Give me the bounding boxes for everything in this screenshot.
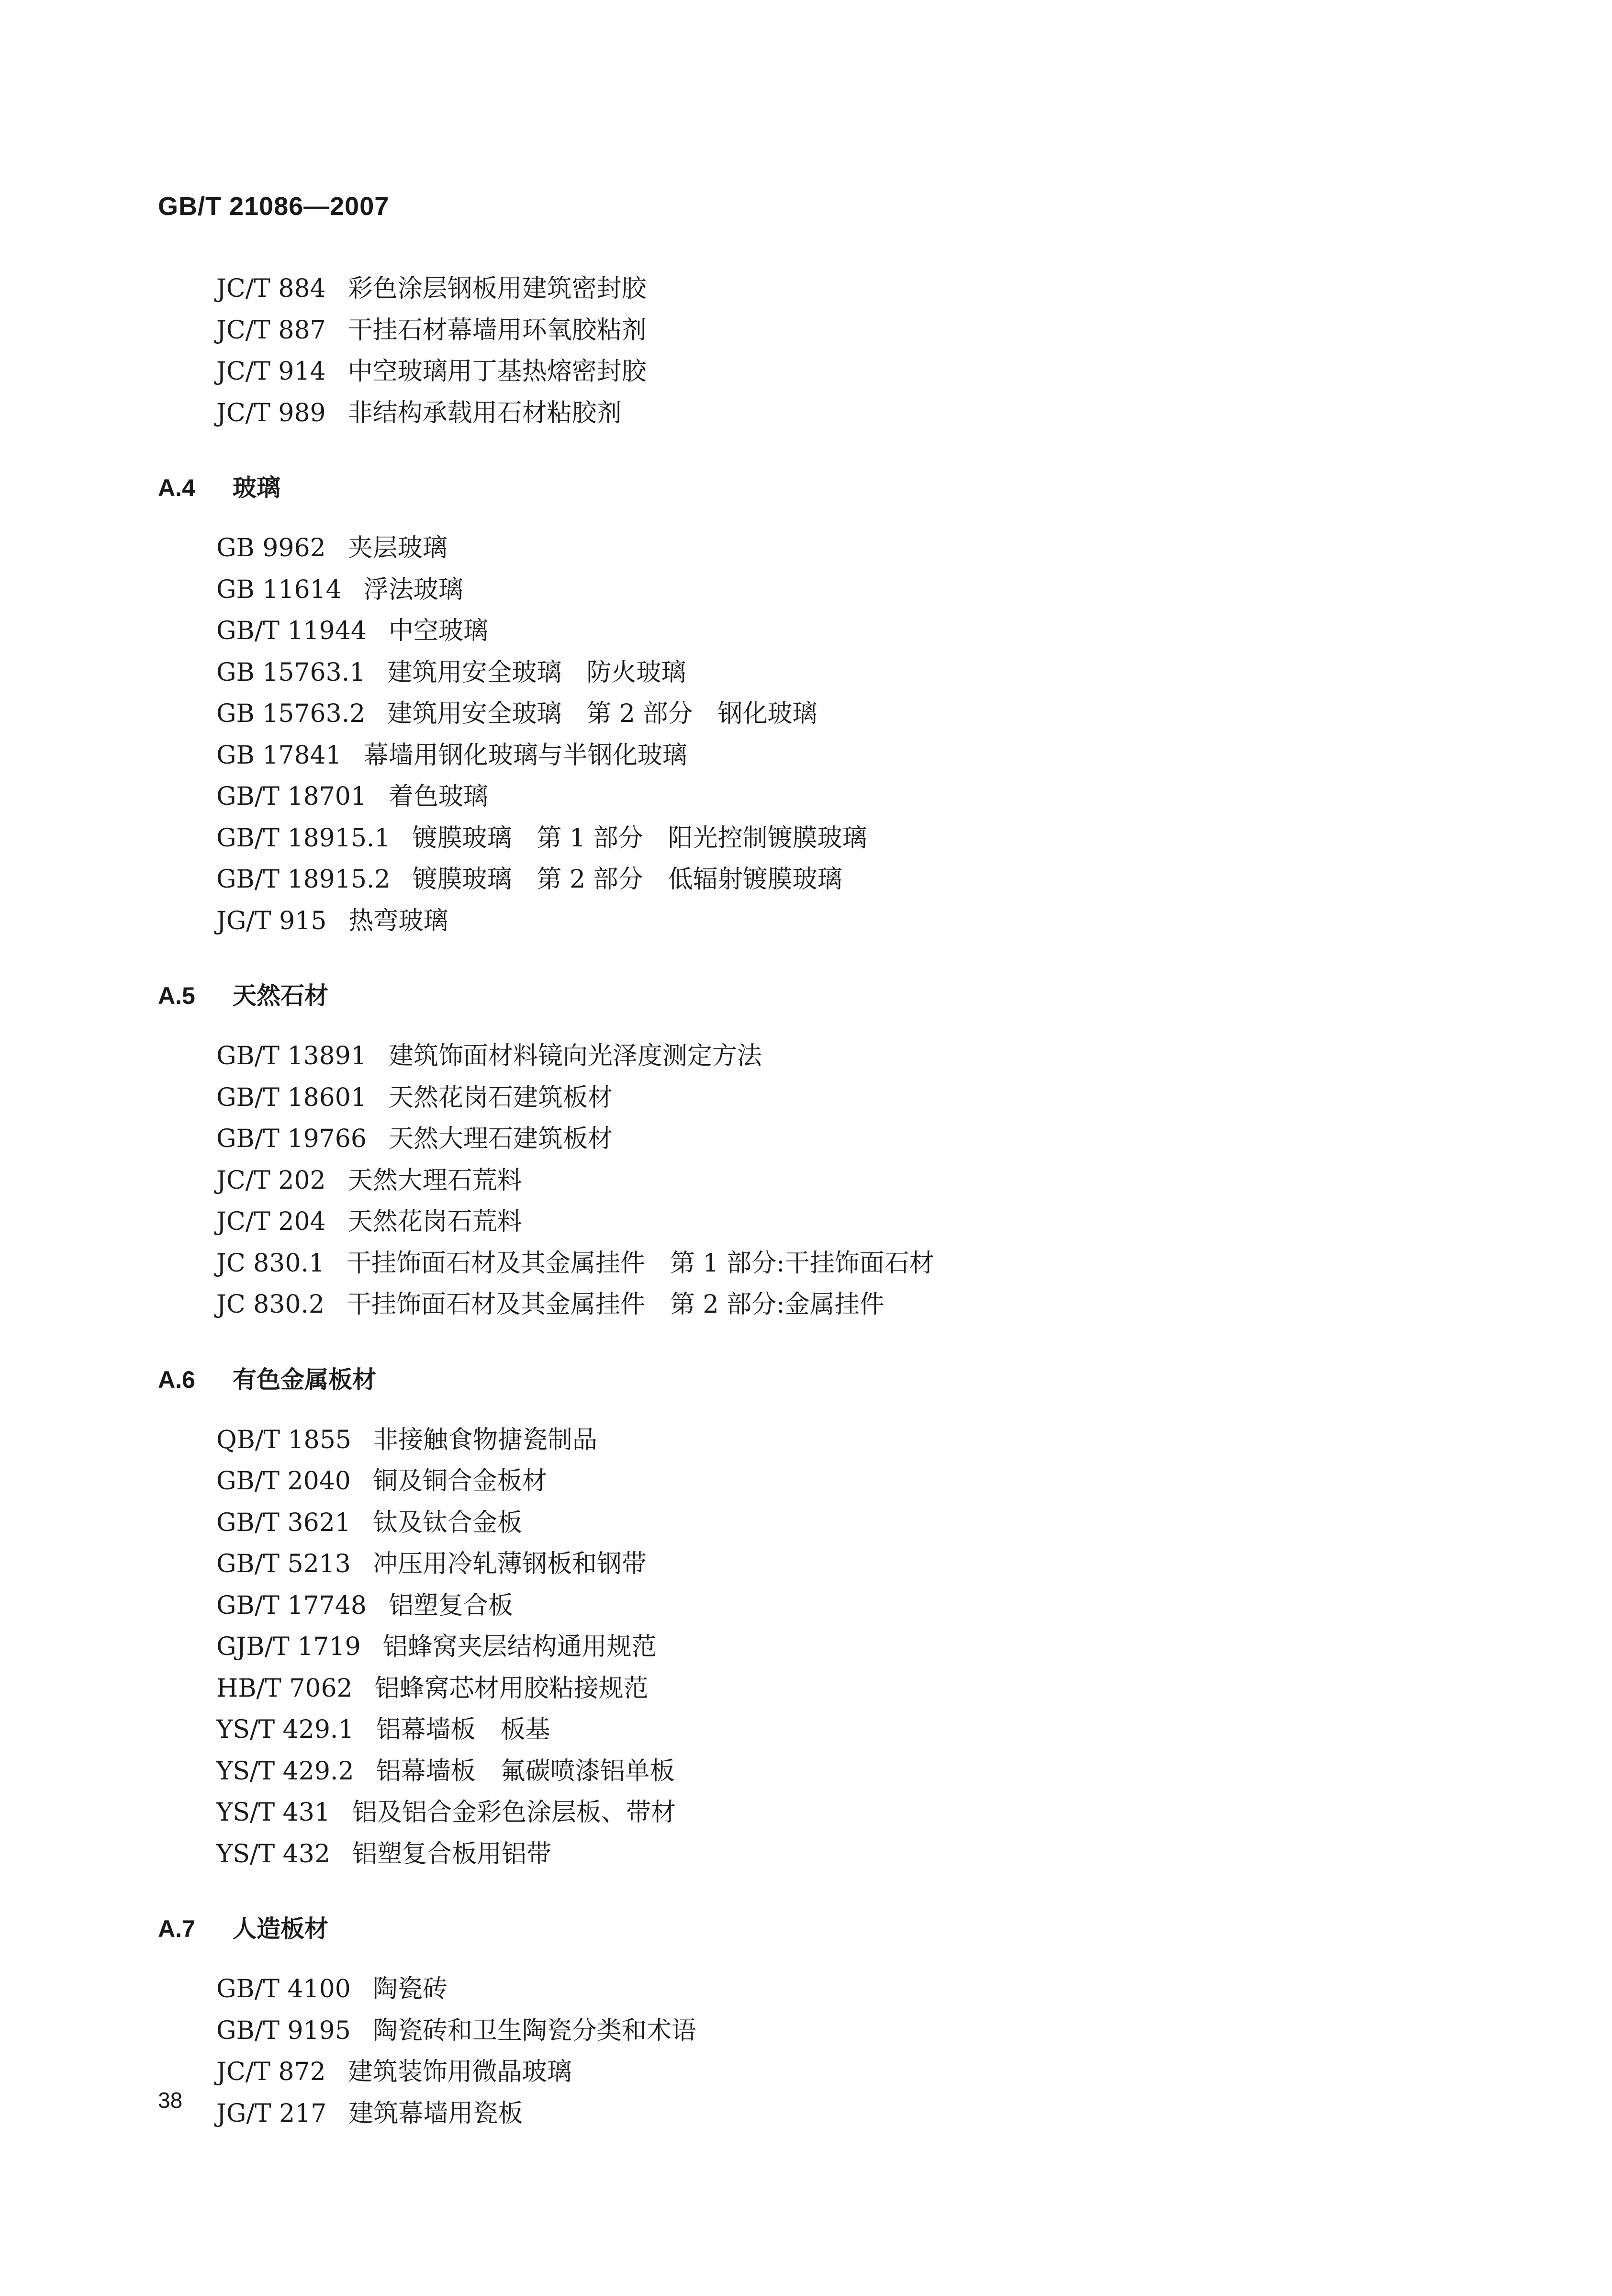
list-item: [0, 569, 1612, 611]
section-title: 有色金属板材: [233, 1366, 376, 1393]
standard-title: 中空玻璃: [388, 617, 488, 645]
section-number: A.7: [158, 1915, 195, 1942]
section-a5: [0, 975, 1612, 1326]
standard-code: GB/T 2040: [216, 1467, 351, 1496]
section-heading: [0, 467, 1612, 508]
standard-code: JG/T 217: [216, 2099, 327, 2128]
standard-code: GB 11614: [216, 575, 342, 604]
standard-code: JC 830.1: [216, 1249, 325, 1278]
standard-title: 陶瓷砖: [372, 1975, 448, 2003]
list-item: [0, 1969, 1612, 2010]
standard-code: GB/T 5213: [216, 1550, 351, 1578]
standard-code: JG/T 915: [216, 906, 327, 935]
standard-title: 彩色涂层钢板用建筑密封胶: [347, 274, 647, 303]
standard-code: JC 830.2: [216, 1290, 325, 1319]
section-number: A.4: [158, 474, 195, 501]
standard-title: 夹层玻璃: [347, 534, 448, 563]
list-item: [0, 2093, 1612, 2135]
standard-code: YS/T 432: [216, 1839, 330, 1868]
section-a7: [0, 1908, 1612, 2134]
list-item: [0, 1834, 1612, 1875]
intro-list: [0, 268, 1612, 434]
list-item: [0, 1461, 1612, 1502]
standard-title: 钛及钛合金板: [372, 1508, 522, 1537]
section-title: 玻璃: [233, 474, 280, 501]
list-item: [0, 1709, 1612, 1751]
section-heading: [0, 1359, 1612, 1400]
list-item: [0, 1585, 1612, 1627]
standard-title: 建筑用安全玻璃 第 2 部分 钢化玻璃: [387, 699, 817, 728]
standard-code: GB/T 13891: [216, 1042, 367, 1070]
standard-code: GB/T 19766: [216, 1125, 367, 1153]
standard-title: 天然花岗石荒料: [347, 1207, 522, 1236]
standard-title: 铜及铜合金板材: [372, 1467, 547, 1496]
list-item: [0, 1118, 1612, 1160]
list-item: [0, 1160, 1612, 1202]
list-item: [0, 2010, 1612, 2052]
list-item: [0, 268, 1612, 310]
standard-code: YS/T 429.1: [216, 1715, 354, 1744]
standard-title: 非接触食物搪瓷制品: [373, 1425, 597, 1454]
standard-code: GJB/T 1719: [216, 1632, 361, 1661]
list-item: [0, 818, 1612, 859]
list-item: [0, 1201, 1612, 1243]
list-item: [0, 610, 1612, 652]
standard-title: 建筑饰面材料镜向光泽度测定方法: [388, 1042, 762, 1070]
standard-code: JC/T 204: [216, 1207, 326, 1236]
section-number: A.5: [158, 982, 195, 1009]
standard-title: 非结构承载用石材粘胶剂: [347, 398, 622, 428]
standard-title: 干挂饰面石材及其金属挂件 第 1 部分:干挂饰面石材: [347, 1249, 934, 1278]
standard-title: 热弯玻璃: [348, 906, 448, 935]
list-item: [0, 1284, 1612, 1326]
standard-title: 天然大理石荒料: [347, 1166, 522, 1195]
standard-code: JC/T 872: [216, 2058, 326, 2086]
standard-title: 天然大理石建筑板材: [388, 1125, 613, 1153]
standard-title: 干挂饰面石材及其金属挂件 第 2 部分:金属挂件: [347, 1290, 884, 1319]
standard-title: 中空玻璃用丁基热熔密封胶: [347, 357, 647, 386]
standard-code: GB/T 9195: [216, 2016, 351, 2045]
standard-title: 铝蜂窝夹层结构通用规范: [382, 1632, 657, 1661]
list-item: [0, 1243, 1612, 1284]
standard-title: 冲压用冷轧薄钢板和钢带: [372, 1550, 647, 1578]
standard-title: 陶瓷砖和卫生陶瓷分类和术语: [372, 2016, 696, 2045]
standard-title: 镀膜玻璃 第 2 部分 低辐射镀膜玻璃: [412, 865, 842, 894]
standard-code: GB/T 17748: [216, 1591, 367, 1620]
standard-title: 浮法玻璃: [363, 575, 463, 604]
list-item: [0, 310, 1612, 351]
list-item: [0, 859, 1612, 900]
list-item: [0, 351, 1612, 393]
standard-title: 建筑幕墙用瓷板: [348, 2099, 523, 2128]
section-title: 天然石材: [233, 982, 328, 1009]
standard-title: 建筑用安全玻璃 防火玻璃: [387, 658, 686, 687]
standard-code: GB/T 3621: [216, 1508, 351, 1537]
list-item: [0, 1502, 1612, 1544]
standard-title: 铝塑复合板: [388, 1591, 513, 1620]
standard-code: YS/T 429.2: [216, 1756, 354, 1786]
page-number: 38: [158, 2088, 183, 2113]
standard-code: GB/T 18915.2: [216, 865, 391, 894]
standards-list: [0, 1969, 1612, 2134]
standard-code: GB 9962: [216, 534, 326, 563]
standard-title: 铝塑复合板用铝带: [352, 1839, 551, 1868]
standard-code: JC/T 887: [216, 315, 326, 345]
list-item: [0, 900, 1612, 942]
standard-code: GB/T 18601: [216, 1083, 367, 1112]
document-header: GB/T 21086—2007: [158, 192, 390, 221]
standard-title: 铝幕墙板 板基: [376, 1715, 550, 1744]
list-item: [0, 393, 1612, 434]
standard-code: GB/T 18701: [216, 782, 367, 811]
section-a4: [0, 467, 1612, 942]
standard-code: YS/T 431: [216, 1798, 330, 1827]
standard-title: 建筑装饰用微晶玻璃: [347, 2058, 572, 2086]
standard-title: 铝蜂窝芯材用胶粘接规范: [374, 1674, 649, 1703]
standards-list: [0, 1419, 1612, 1875]
standard-title: 天然花岗石建筑板材: [388, 1083, 613, 1112]
standard-title: 幕墙用钢化玻璃与半钢化玻璃: [363, 741, 687, 770]
list-item: [0, 1077, 1612, 1119]
section-heading: [0, 975, 1612, 1016]
standard-code: JC/T 884: [216, 274, 326, 303]
standards-list: [0, 1035, 1612, 1326]
list-item: [0, 1792, 1612, 1834]
list-item: [0, 1626, 1612, 1668]
list-item: [0, 1751, 1612, 1792]
list-item: [0, 2051, 1612, 2093]
standard-code: GB/T 4100: [216, 1975, 351, 2003]
standard-code: JC/T 202: [216, 1166, 326, 1195]
list-item: [0, 1668, 1612, 1710]
list-item: [0, 1419, 1612, 1461]
page-content: [0, 268, 1612, 2168]
section-heading: [0, 1908, 1612, 1949]
list-item: [0, 1035, 1612, 1077]
standard-title: 着色玻璃: [388, 782, 488, 811]
standard-code: GB 15763.1: [216, 658, 366, 687]
standard-title: 镀膜玻璃 第 1 部分 阳光控制镀膜玻璃: [412, 823, 867, 853]
standard-code: JC/T 989: [216, 398, 326, 428]
list-item: [0, 776, 1612, 818]
standard-code: GB 17841: [216, 741, 342, 770]
standard-code: GB/T 11944: [216, 617, 367, 645]
list-item: [0, 693, 1612, 735]
standard-code: QB/T 1855: [216, 1425, 351, 1454]
standard-code: GB 15763.2: [216, 699, 366, 728]
standards-list: [0, 528, 1612, 942]
standard-title: 铝幕墙板 氟碳喷漆铝单板: [376, 1756, 675, 1786]
list-item: [0, 652, 1612, 694]
section-a6: [0, 1359, 1612, 1875]
standard-code: JC/T 914: [216, 357, 326, 386]
list-item: [0, 528, 1612, 569]
list-item: [0, 735, 1612, 777]
standard-title: 铝及铝合金彩色涂层板、带材: [352, 1798, 676, 1827]
section-title: 人造板材: [233, 1915, 328, 1942]
section-number: A.6: [158, 1366, 195, 1393]
standard-code: HB/T 7062: [216, 1674, 353, 1703]
standard-title: 干挂石材幕墙用环氧胶粘剂: [347, 315, 647, 345]
list-item: [0, 1543, 1612, 1585]
standard-code: GB/T 18915.1: [216, 823, 391, 853]
